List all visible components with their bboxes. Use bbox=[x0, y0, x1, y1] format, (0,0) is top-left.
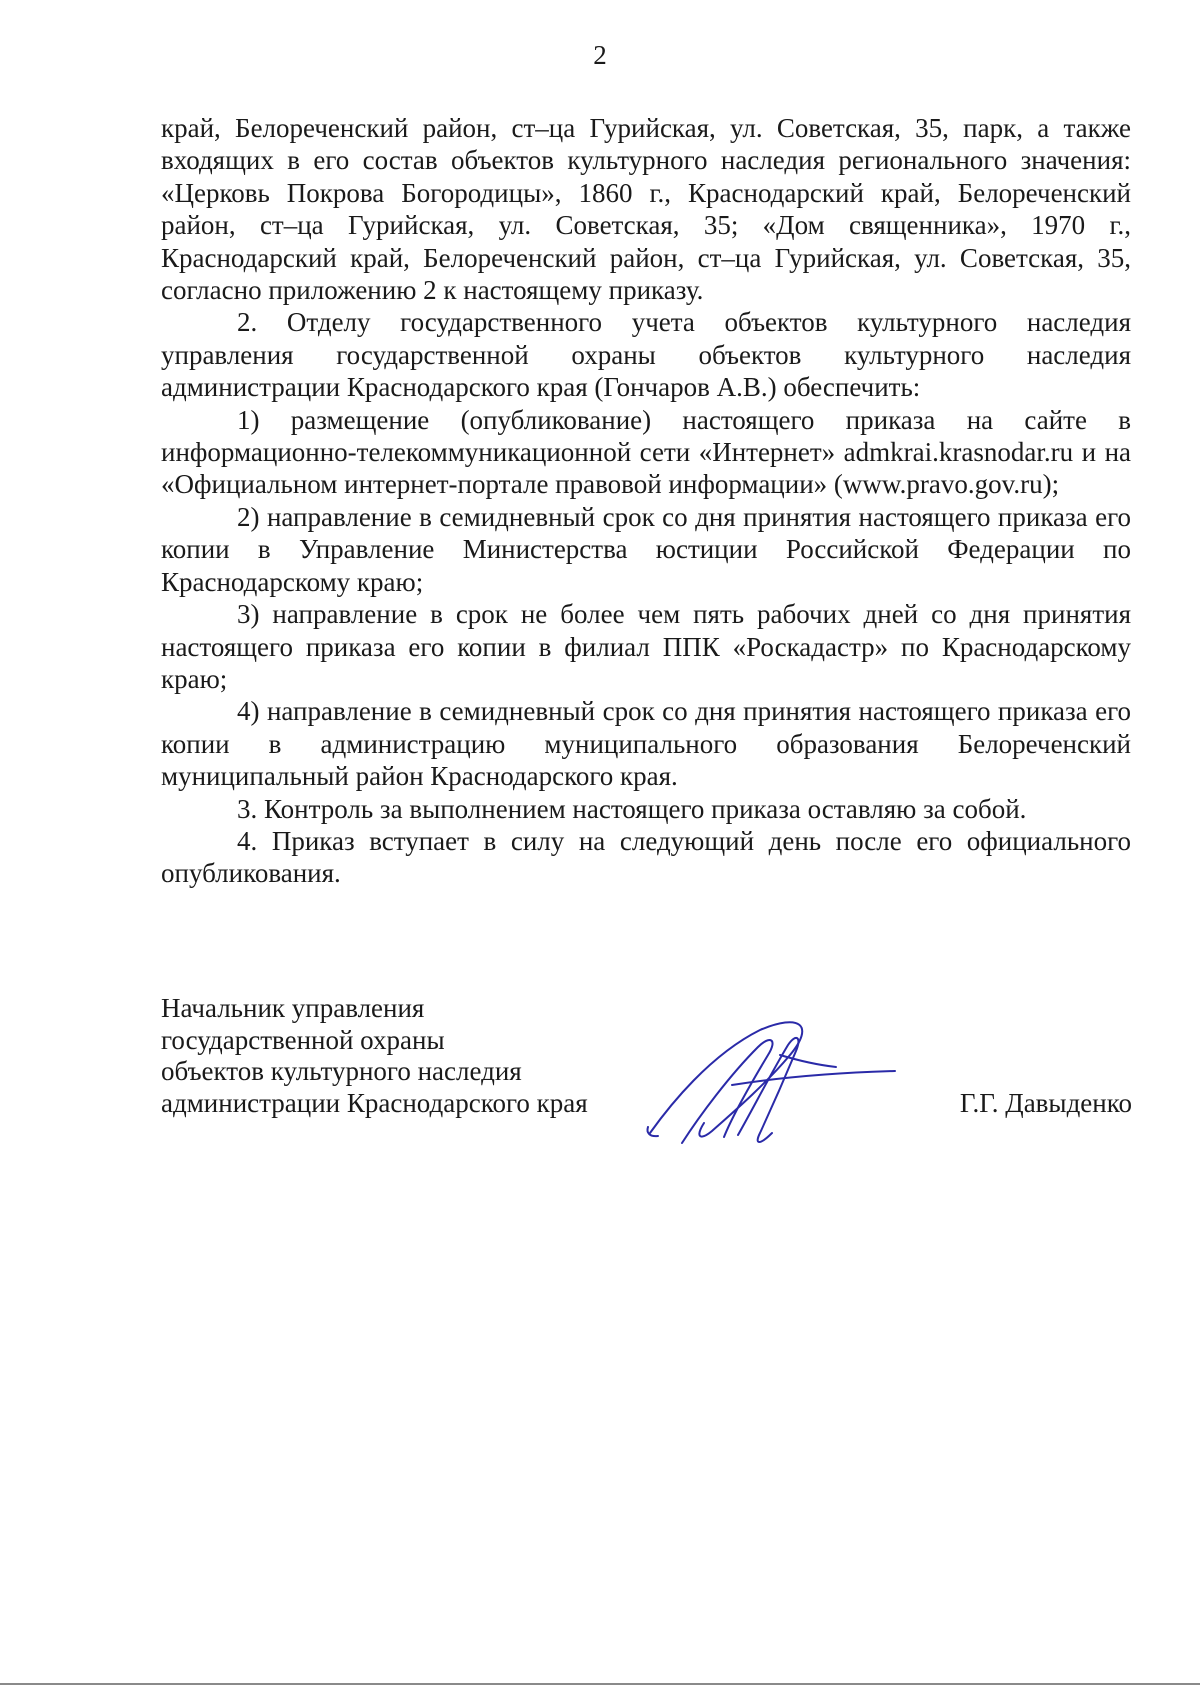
paragraph-item-3: 3. Контроль за выполнением настоящего приказа оставляю за собой. bbox=[237, 793, 1027, 824]
document-body bbox=[161, 112, 1131, 890]
paragraph-subitem-4: 4) направление в семидневный срок со дня принятия настоящего приказа его копии в администрацию муниципального образования Белореченский муниципальный район Краснодарского края. bbox=[161, 696, 1131, 792]
handwritten-signature bbox=[640, 1015, 910, 1150]
signatory-name: Г.Г. Давыденко bbox=[959, 1088, 1132, 1118]
paragraph-subitem-2: 2) направление в семидневный срок со дня принятия настоящего приказа его копии в Управление Министерства юстиции Российской Федерации по Краснодарскому краю; bbox=[161, 501, 1131, 597]
paragraph-subitem-1: 1) размещение (опубликование) настоящего приказа на сайте в информационно-телекоммуникационной сети «Интернет» admkrai.krasnodar.ru и на «Официальном интернет-портале правовой информации» (www.pravo.gov.ru); bbox=[161, 404, 1131, 500]
signatory-title bbox=[161, 993, 588, 1119]
paragraph-subitem-3: 3) направление в срок не более чем пять рабочих дней со дня принятия настоящего приказа его копии в филиал ППК «Роскадастр» по Краснодарскому краю; bbox=[161, 599, 1131, 694]
page-number: 2 bbox=[593, 40, 607, 70]
paragraph-item-4: 4. Приказ вступает в силу на следующий день после его официального опубликования. bbox=[161, 825, 1131, 889]
signatory-title-line: администрации Краснодарского края bbox=[161, 1087, 588, 1118]
bottom-divider bbox=[0, 1683, 1200, 1685]
signatory-title-line: государственной охраны bbox=[161, 1024, 445, 1055]
paragraph-item-2: 2. Отделу государственного учета объектов культурного наследия управления государственной охраны объектов культурного наследия администрации Краснодарского края (Гончаров А.В.) обеспечить: bbox=[161, 307, 1131, 403]
signatory-title-line: Начальник управления bbox=[161, 993, 425, 1023]
signatory-title-line: объектов культурного наследия bbox=[161, 1056, 522, 1086]
paragraph-1-continuation: край, Белореченский район, ст–ца Гурийская, ул. Советская, 35, парк, а также входящих в его состав объектов культурного наследия регионального значения: «Церковь Покрова Богородицы», 1860 г., Краснодарский край, Белореченский район, ст–ца Гурийская, ул. Советская, 35; «Дом священника», 1970 г., Краснодарский край, Белореченский район, ст–ца Гурийская, ул. Советская, 35, согласно приложению 2 к настоящему приказу. bbox=[161, 113, 1131, 306]
